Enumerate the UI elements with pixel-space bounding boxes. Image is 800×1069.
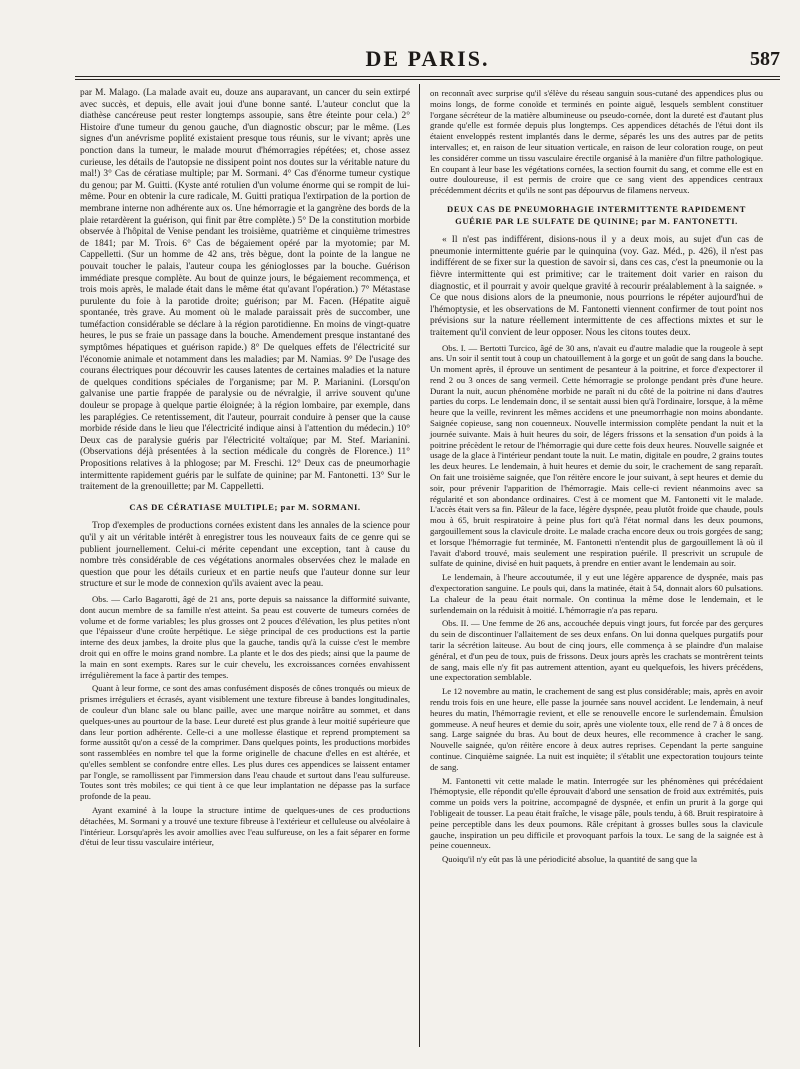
continuation-paragraph: on reconnaît avec surprise qu'il s'élève du réseau sanguin sous-cutané des appendices plus ou moins longs, de forme conoïde et terminés en pointe aiguë, lesquels semblent constituer l'organe sécréteur de la matière albumineuse ou pseudo-cornée, dont la dureté est d'autant plus grande qu'elle est formée depuis plus longtemps. Ces appendices détachés de l'étui dont ils étaient enveloppés restent implantés dans le derme, séparés les uns des autres par de petits intervalles; et, en raison de leur situation verticale, en raison de leur coloration rouge, on peut les considérer comme un tissu vasculaire érectile organisé à la manière d'un filtre pathologique. En coupant à leur base les végétations cornées, la section fournit du sang, et comme elle est en outre douloureuse, il est permis de croire que ce sang vient des appendices centraux précédemment décrits et qu'ils ne sont pas dépourvus de filamens nerveux.: [430, 88, 763, 196]
observation-paragraph: Obs. — Carlo Bagarotti, âgé de 21 ans, porte depuis sa naissance la difformité suivante, dont aucun membre de sa famille n'est atteint. Sa peau est couverte de tumeurs cornées de volume et de forme variables; les plus grosses ont 2 pouces d'élévation, les plus petites n'ont que l'épaisseur d'une croûte herpétique. Le siège principal de ces productions est la partie interne des deux jambes, la droite plus que la gauche, tandis qu'à la cuisse c'est le membre droit qui en offre le moins grand nombre. La plante et le dos des pieds; ainsi que la paume de la main en sont exempts. Rares sur le cuir chevelu, les excroissances cornées envahissent irrégulièrement la face à partir des tempes.: [80, 593, 410, 680]
left-column: [80, 88, 410, 851]
right-column: [430, 88, 763, 868]
section-title-pneumorhagie: DEUX CAS DE PNEUMORHAGIE INTERMITTENTE RAPIDEMENT GUÉRIE PAR LE SULFATE DE QUININE; par M. FANTONETTI.: [447, 203, 746, 226]
observation-2-paragraph: Obs. II. — Une femme de 26 ans, accouchée depuis vingt jours, fut forcée par des gerçures du sein de discontinuer l'allaitement de ses deux enfans. On lui donna quelques purgatifs pour tarir la sécrétion laiteuse. Au bout de cinq jours, elle commença à se plaindre d'un malaise général, et d'un peu de toux, puis de frissons. Deux jours après les crachats se montrèrent teints de sang, mais elle n'y fit pas autrement attention, ayant eu quelquefois, les hivers précédens, une expectoration semblable.: [430, 618, 763, 683]
section-title-ceratiase: CAS DE CÉRATIASE MULTIPLE; par M. SORMANI.: [129, 501, 361, 512]
header-rule: [75, 76, 780, 77]
quote-paragraph: « Il n'est pas indifférent, disions-nous il y a deux mois, au sujet d'un cas de pneumonie intermittente guérie par le quinquina (voy. Gaz. Méd., p. 426), il n'est pas indifférent de se fixer sur la question de savoir si, dans ces cas, c'est la pneumonie ou la fièvre intermittente qui est primitive; car le traitement doit varier en raison du diagnostic, et il pourrait y avoir quelque gravité à recourir préalablement à la saignée. » Ce que nous disions alors de la pneumonie, nous pourrions le répéter aujourd'hui de l'hémoptysie, et les observations de M. Fantonetti viennent confirmer de tout point nos prévisions sur la nature réellement intermittente de ces affections mixtes et sur le traitement qu'il convient de leur opposer. Nous les citons toutes deux.: [430, 235, 763, 338]
page-number: 587: [750, 48, 780, 70]
section-paragraph-ceratiase: Trop d'exemples de productions cornées existent dans les annales de la science pour qu'il y ait un véritable intérêt à enregistrer tous les nouveaux faits de ce genre qui se publient journellement. Celui-ci mérite cependant une exception, tant à cause du nombre très considérable de ces végétations anormales observées chez le malade en question que pour les détails curieux et en partie neufs que l'auteur donne sur leur structure et sur le mode de connexion qu'ils avaient avec la peau.: [80, 521, 410, 590]
column-divider: [419, 84, 420, 1047]
observation-2-paragraph-3: M. Fantonetti vit cette malade le matin. Interrogée sur les phénomènes qui précédaient l'hémoptysie, elle répondit qu'elle éprouvait d'abord une sensation de froid aux extrémités, puis comme un poids vers la poitrine, accompagné de dyspnée, et enfin un prurit à la gorge qui l'obligeait de tousser. La peau était fraîche, le visage pâle, pouls tendu, à 68. Bruit respiratoire à peine perceptible dans les deux poumons. Râle crépitant à grosses bulles sous la clavicule gauche, inspiration un peu difficile et provoquant parfois la toux. Le sang de la saignée est à peine couenneux.: [430, 775, 763, 851]
final-paragraph: Quoiqu'il n'y eût pas là une périodicité absolue, la quantité de sang que la: [442, 854, 697, 865]
observation-1-paragraph: Obs. I. — Bertotti Turcico, âgé de 30 ans, n'avait eu d'autre maladie que la rougeole à sept ans. Un soir il sentit tout à coup un chatouillement à la gorge et un goût de sang dans la bouche. Un moment après, il éprouve un sentiment de pesanteur à la poitrine, et force d'expectorer il rend 2 ou 3 onces de sang vermeil. Cette hémorragie se prolonge pendant près d'une heure. Durant la nuit, aucun phénomène morbide ne paraît ni du côté de la poitrine ni dans d'autres parties du corps. Le lendemain donc, il se sentait aussi bien qu'à l'ordinaire, lorsque, à la même heure que la veille, revinrent les mêmes accidens et une pneumorrhagie non moins abondante. Saignée copieuse, sang non couenneux. Nouvelle intermission complète pendant la nuit et la journée suivante. Mais à huit heures du soir, de légers frissons et la sensation d'un poids à la poitrine précèdent le retour de l'hémorragie qui dure cette fois deux heures. Nouvelle saignée et usage de la glace à l'intérieur pendant toute la nuit. Le matin, digitale en poudre, 2 grains toutes les deux heures. Le lendemain, à huit heures et demie du soir, le crachement de sang reparaît. On fait une troisième saignée, que l'on réitère encore le jour suivant, à sept heures et demie du soir, pour prévenir l'apparition de l'hémorragie. Mais celle-ci revient néanmoins avec sa régularité et son abondance ordinaires. C'est à ce moment que M. Fantonetti vit le malade. L'accès était vers sa fin. Pâleur de la face, légère dyspnée, peau plutôt froide que chaude, pouls mou à 65, bruit respiratoire à peine plus fort qu'à l'état normal dans les deux poumons, gargouillement sous la clavicule droite. Le malade cracha encore deux ou trois gorgées de sang; et lorsque l'hémorragie fut terminée, M. Fantonetti n'entendit plus de gargouillement là où il l'avait d'abord trouvé, mais seulement une respiration puérile. Il prescrivit un scrupule de sulfate de quinine, divisé en huit paquets, à prendre en entier avant le lendemain au soir.: [430, 342, 763, 569]
running-title: DE PARIS.: [365, 46, 490, 71]
header-rule-secondary: [75, 79, 780, 80]
intro-paragraph: par M. Malago. (La malade avait eu, douze ans auparavant, un cancer du sein extirpé avec succès, et depuis, elle avait joui d'une bonne santé. L'auteur conclut que la diathèse cancéreuse peut rester longtemps assoupie, sans être éteinte pour cela.) 2° Histoire d'une tumeur du genou gauche, d'un diagnostic obscur; par le même. (Les signes d'un anévrisme poplité existaient presque tous réunis, sur le vivant; après une ponction dans la tumeur, le malade mourut d'hémorragies répétées; et, chose assez curieuse, les détails de l'autopsie ne dissipent point nos doutes sur la véritable nature du mal!) 3° Cas de cératiase multiple; par M. Sormani. 4° Cas d'énorme tumeur cystique du genou; par M. Guitti. (Kyste anté rotulien d'un volume énorme qui se rompit de lui-même. Pour en obtenir la cure radicale, M. Guitti pratiqua l'extirpation de la portion de membrane interne non adhérente aux os. Une hémorragie et la gangrène des bords de la plaie retardèrent la guérison, qui finit par être complète.) 5° De la constitution morbide observée à l'hôpital de Venise pendant les troisième, quatrième et cinquième trimestres de 1841; par M. Trois. 6° Cas de bégaiement opéré par la myotomie; par M. Cappelletti. (Sur un homme de 42 ans, très bègue, dont la pointe de la langue ne pouvait toucher le palais, l'auteur coupa les génioglosses par la bouche. Guérison immédiate presque complète. Au bout de quinze jours, le bégaiement recommença, et trois mois après, le malade était dans le même état qu'avant l'opération.) 7° Métastase purulente du foie à la parotide droite; guérison; par M. Facen. (Hépatite aiguë spontanée, très grave. Au moment où le malade paraissait près de succomber, une tuméfaction considérable se déclare à la région parotidienne. En moins de vingt-quatre heures, le pus se fraie un passage dans la bouche. Amendement presque instantané des symptômes hépatiques et guérison rapide.) 8° De quelques effets de l'électricité sur l'économie animale et notamment dans les maladies; par M. Namias. 9° De l'usage des courans électriques pour découvrir les causes latentes de certaines maladies et la nature de quelques conditions spéciales de l'organisme; par M. P. Marianini. (Lorsqu'on galvanise une partie frappée de paralysie ou de névralgie, il arrive souvent qu'une douleur se propage à quelque partie éloignée; à la région lombaire, par exemple, dans les paraplégies. Ce retentissement, dit l'auteur, pourrait conduire à penser que la cause morbide réside dans le lieu que l'électricité indique ainsi à l'attention du médecin.) 10° Deux cas de paralysie guéris par l'électricité voltaïque; par M. Stef. Marianini. (Observations déjà présentées à la section médicale du congrès de Florence.) 11° Propositions relatives à la phlogose; par M. Freschi. 12° Deux cas de pneumorhagie intermittente rapidement guéris par le sulfate de quinine; par M. Fantonetti. 13° Sur le traitement de la grenouillette; par M. Cappelletti.: [80, 88, 410, 493]
observation-2-paragraph-2: Le 12 novembre au matin, le crachement de sang est plus considérable; mais, après en avoir rendu trois fois en une heure, elle passe la journée sans nouvel accident. Le lendemain, à neuf heures du matin, l'hémorragie revient, et elle se renouvelle encore le surlendemain. Émulsion gommeuse. A neuf heures et demie du soir, après une violente toux, elle rend de 7 à 8 onces de sang. Large saignée du bras. Au bout de deux heures, elle recommence à cracher le sang. Nouvelle saignée, qu'on réitère encore à deux autres reprises. Cependant la perte sanguine continue. Cinquième saignée. La nuit est inquiète; il s'établit une expectoration toujours teinte de sang.: [430, 686, 763, 772]
page-header: [75, 46, 780, 74]
structure-paragraph: Quant à leur forme, ce sont des amas confusément disposés de cônes tronqués ou mieux de prismes irréguliers et écrasés, ayant visiblement une texture fibreuse à bandes longitudinales, de couleur d'un blanc sale ou blanc paille, avec une marque noirâtre au sommet, et dans quelques-unes au pourtour de la base. Leur dureté est plus grande à leur moitié supérieure que dans leur portion adhérente. Celle-ci a une mollesse élastique et reprend promptement sa forme aussitôt qu'on a cessé de la comprimer. Dans quelques points, les productions morbides sont rassemblées en nombre tel que la forme originelle de chacune d'elles en est altérée, et qu'elles semblent se confondre entre elles. Les plus dures ces appendices se laissent entamer par l'ongle, se ramollissent par l'immersion dans l'eau chaude et surtout dans l'eau sulfureuse. Toutes sont très mobiles; ce qui tient à ce que leur implantation ne dépasse pas la surface profonde de la peau.: [80, 683, 410, 802]
observation-1-followup: Le lendemain, à l'heure accoutumée, il y eut une légère apparence de dyspnée, mais pas d'expectoration sanguine. Le pouls qui, dans la matinée, était à 54, donnait alors 60 pulsations. La chaleur de la peau était normale. On continua la même dose le lendemain, et le surlendemain on la réduisit à moitié. L'hémorragie n'a pas reparu.: [430, 572, 763, 615]
closing-paragraph: Ayant examiné à la loupe la structure intime de quelques-unes de ces productions détachées, M. Sormani y a trouvé une texture fibreuse à l'extérieur et celluleuse ou alvéolaire à l'intérieur. Lorsqu'après les avoir amollies avec l'eau sulfureuse, on les a fait séparer en forme d'étui de leur tissu vasculaire intérieur,: [80, 805, 410, 848]
